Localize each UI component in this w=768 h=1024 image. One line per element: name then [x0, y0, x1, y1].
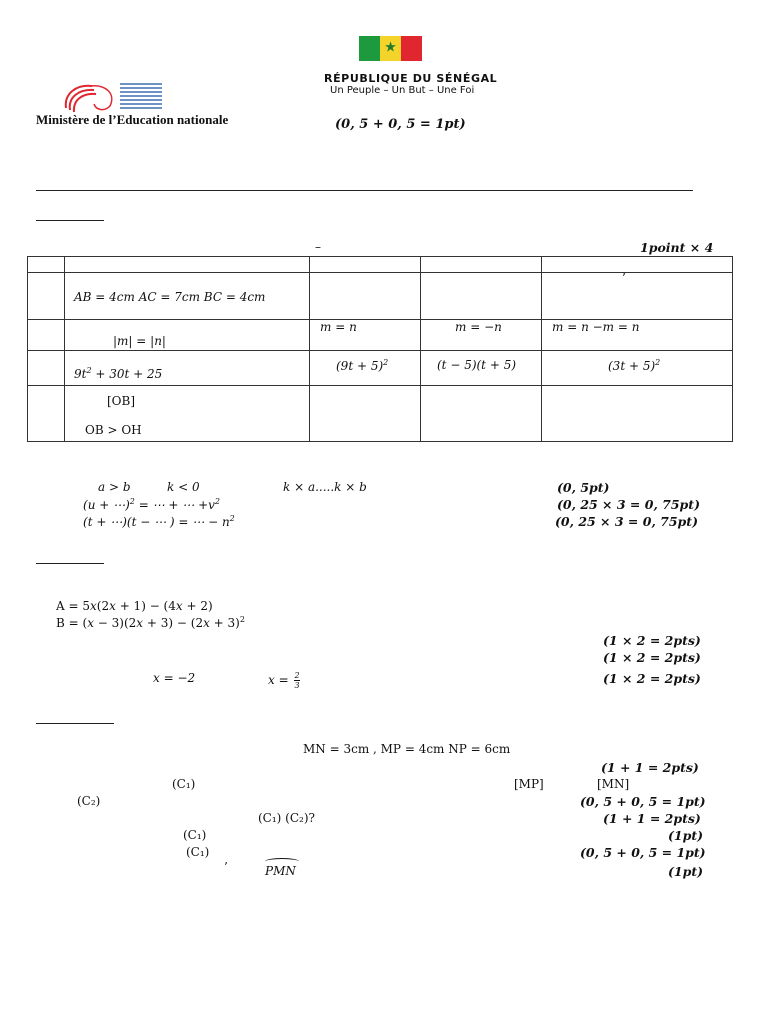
value-x2: x = $\frac{2}{3}$	[268, 671, 300, 690]
row3-expression: $9t^2 + 30t + 25$	[74, 366, 163, 381]
row3-option-c: $(3t + 5)^2$	[608, 358, 661, 373]
exercise1-points: 1point × 4	[640, 240, 714, 255]
item1-c: k × a.....k × b	[283, 480, 367, 494]
national-motto: Un Peuple – Un But – Une Foi	[330, 85, 475, 96]
row2-option-c: m = n −m = n	[552, 320, 640, 334]
circles-question: (C₁) (C₂)?	[258, 811, 315, 825]
exercise3-mark: ’	[224, 860, 228, 874]
exercise3-underline	[36, 723, 114, 724]
triangle-lengths: MN = 3cm , MP = 4cm NP = 6cm	[303, 742, 511, 756]
exercise3-points-5: (0, 5 + 0, 5 = 1pt)	[580, 845, 706, 860]
angle-pmn: PMN	[265, 864, 296, 878]
qcm-table	[27, 256, 733, 442]
header-points: (0, 5 + 0, 5 = 1pt)	[335, 117, 466, 132]
expression-a: A = 5x(2x + 1) − (4x + 2)	[56, 599, 213, 613]
exercise3-points-4: (1pt)	[668, 828, 704, 843]
star-icon: ★	[384, 39, 397, 55]
row1-lengths: AB = 4cm AC = 7cm BC = 4cm	[74, 290, 266, 304]
senegal-flag	[359, 36, 422, 61]
row2-abs-equality: |m| = |n|	[113, 334, 166, 348]
row2-option-a: m = n	[320, 320, 357, 334]
segment-mp: [MP]	[514, 777, 544, 791]
exercise3-points-1: (1 + 1 = 2pts)	[601, 760, 699, 775]
row4-inequality: OB > OH	[85, 423, 142, 437]
segment-mn: [MN]	[597, 777, 630, 791]
exercise3-points-2: (0, 5 + 0, 5 = 1pt)	[580, 794, 706, 809]
circle-c1-label-2: (C₁)	[183, 828, 207, 842]
ministry-logo	[60, 80, 166, 114]
country-name: RÉPUBLIQUE DU SÉNÉGAL	[324, 72, 498, 85]
item3-identity: (t + ⋯)(t − ⋯ ) = ⋯ − $n^2$	[83, 514, 235, 529]
header-rule	[36, 190, 693, 191]
circle-c2-label: (C₂)	[77, 794, 101, 808]
circle-c1-label: (C₁)	[172, 777, 196, 791]
row1-mark: ’	[622, 271, 626, 285]
item2-points: (0, 25 × 3 = 0, 75pt)	[557, 497, 700, 512]
value-x1: x = −2	[153, 671, 196, 685]
exercise1-dash: –	[315, 240, 321, 254]
item2-identity: (u + ⋯)$^2$ = ⋯ + ⋯ $+v^2$	[83, 497, 221, 512]
item1-points: (0, 5pt)	[557, 480, 610, 495]
item1-b: k < 0	[167, 480, 200, 494]
circle-c1-label-3: (C₁)	[186, 845, 210, 859]
row3-option-b: (t − 5)(t + 5)	[437, 358, 517, 372]
expression-b: $B = (x - 3)(2x + 3) - (2x + 3)^2$	[56, 615, 245, 630]
row2-option-b: m = −n	[455, 320, 502, 334]
item3-points: (0, 25 × 3 = 0, 75pt)	[555, 514, 698, 529]
exercise2-underline	[36, 563, 104, 564]
row4-segment: [OB]	[107, 394, 136, 408]
exercise3-points-6: (1pt)	[668, 864, 704, 879]
exercise2-points-3: (1 × 2 = 2pts)	[603, 671, 701, 686]
exercise1-underline	[36, 220, 104, 221]
ministry-name: Ministère de l’Education nationale	[36, 112, 229, 127]
item1-a: a > b	[98, 480, 131, 494]
row3-option-a: $(9t + 5)^2$	[336, 358, 389, 373]
exercise3-points-3: (1 + 1 = 2pts)	[603, 811, 701, 826]
exercise2-points-2: (1 × 2 = 2pts)	[603, 650, 701, 665]
exercise2-points-1: (1 × 2 = 2pts)	[603, 633, 701, 648]
